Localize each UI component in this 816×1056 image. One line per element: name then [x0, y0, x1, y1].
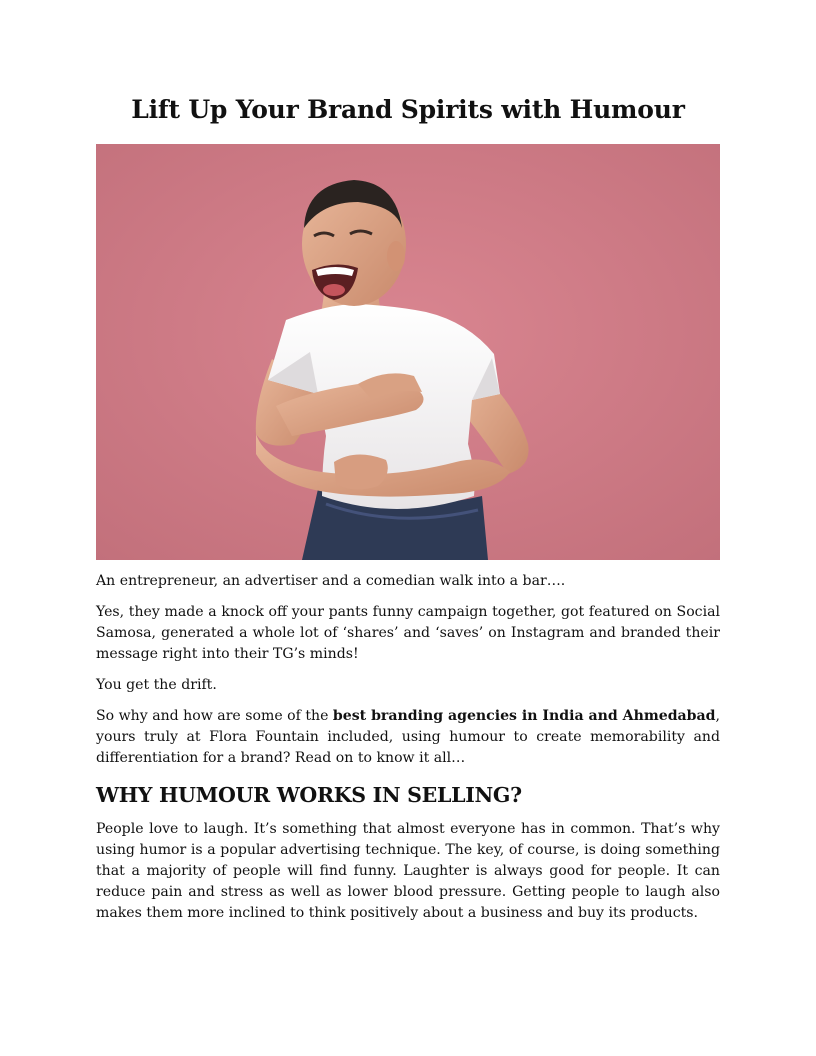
section-paragraph-1: People love to laugh. It’s something that almost everyone has in common. That’s why using humor is a popular advertising technique. The key, of course, is doing something that a majority of people will find funny. Laughter is always good for people. It can reduce pain and stress as well as lower blood pressure. Getting people to laugh also makes them more inclined to think positively about a business and buy its products.	[96, 821, 720, 921]
section-heading: WHY HUMOUR WORKS IN SELLING?	[96, 783, 522, 807]
branding-agencies-link-text: best branding agencies in India and Ahmedabad	[332, 708, 716, 724]
intro-paragraph-4-before: So why and how are some of the	[96, 708, 333, 724]
article-body	[96, 571, 720, 934]
laughing-man-illustration	[96, 144, 720, 560]
page-title: Lift Up Your Brand Spirits with Humour	[131, 95, 685, 124]
hero-image	[96, 144, 720, 560]
intro-paragraph-3: You get the drift.	[96, 677, 217, 693]
intro-paragraph-4	[96, 706, 720, 769]
intro-paragraph-2: Yes, they made a knock off your pants funny campaign together, got featured on Social Samosa, generated a whole lot of ‘shares’ and ‘saves’ on Instagram and branded their message right into their TG’s minds!	[96, 604, 720, 662]
intro-paragraph-4-after: , yours truly at Flora Fountain included, using humour to create memorability and differentiation for a brand? Read on to know it all…	[96, 708, 721, 766]
intro-paragraph-1: An entrepreneur, an advertiser and a comedian walk into a bar….	[96, 573, 566, 589]
